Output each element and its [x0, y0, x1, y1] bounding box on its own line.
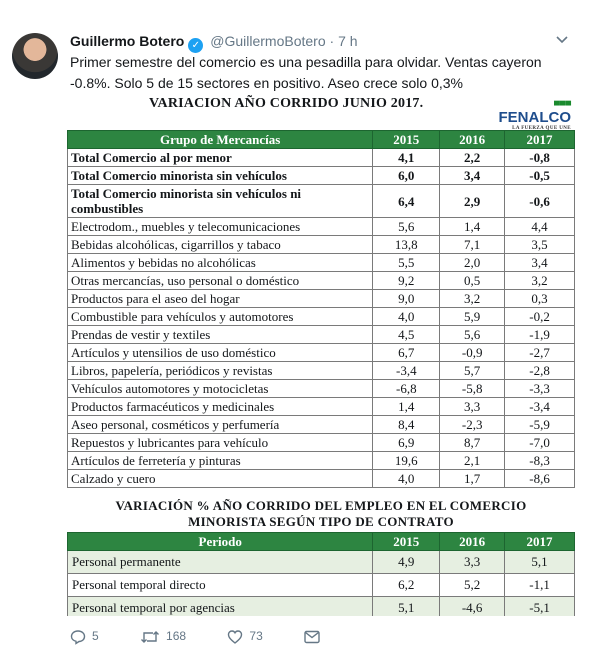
- row-value: -2,7: [505, 344, 575, 362]
- table-row: [68, 574, 575, 597]
- row-label: Personal temporal por agencias: [68, 597, 373, 617]
- row-value: 9,0: [373, 290, 440, 308]
- row-value: -0,6: [505, 185, 575, 218]
- row-value: 5,1: [505, 551, 575, 574]
- table2-title: [67, 488, 575, 530]
- row-value: 8,7: [440, 434, 505, 452]
- envelope-icon: [304, 630, 320, 644]
- author-handle[interactable]: @GuillermoBotero: [210, 33, 326, 49]
- row-label: Alimentos y bebidas no alcohólicas: [68, 254, 373, 272]
- fenalco-mark-icon: ▀▀▀: [553, 101, 571, 110]
- verified-badge-icon: ✓: [188, 38, 203, 53]
- row-value: 1,4: [373, 398, 440, 416]
- fenalco-brand: FENALCO: [498, 109, 571, 126]
- table-row: [68, 470, 575, 488]
- like-count: 73: [249, 629, 263, 644]
- row-value: 3,3: [440, 551, 505, 574]
- row-value: 5,2: [440, 574, 505, 597]
- row-value: 6,0: [373, 167, 440, 185]
- reply-icon: [70, 629, 86, 645]
- row-value: 5,5: [373, 254, 440, 272]
- row-value: -8,3: [505, 452, 575, 470]
- table-row: [68, 551, 575, 574]
- row-label: Vehículos automotores y motocicletas: [68, 380, 373, 398]
- table-row: [68, 185, 575, 218]
- row-value: -3,3: [505, 380, 575, 398]
- table-header-row: [68, 131, 575, 149]
- separator: ·: [329, 33, 335, 49]
- row-value: 1,4: [440, 218, 505, 236]
- row-value: -2,3: [440, 416, 505, 434]
- tweet-actions: [70, 629, 364, 645]
- table2-title-line2: MINORISTA SEGÚN TIPO DE CONTRATO: [188, 514, 454, 529]
- heart-icon: [227, 629, 243, 645]
- row-label: Electrodom., muebles y telecomunicaciones: [68, 218, 373, 236]
- row-value: -0,5: [505, 167, 575, 185]
- row-value: 3,5: [505, 236, 575, 254]
- row-value: 4,5: [373, 326, 440, 344]
- row-value: 9,2: [373, 272, 440, 290]
- row-label: Prendas de vestir y textiles: [68, 326, 373, 344]
- row-value: 4,1: [373, 149, 440, 167]
- table-row: [68, 344, 575, 362]
- row-value: 5,9: [440, 308, 505, 326]
- avatar[interactable]: [12, 33, 58, 79]
- row-label: Repuestos y lubricantes para vehículo: [68, 434, 373, 452]
- employment-section: [67, 488, 575, 616]
- retweet-count: 168: [166, 629, 187, 644]
- table-row: [68, 272, 575, 290]
- row-value: 3,2: [440, 290, 505, 308]
- direct-message-button[interactable]: [304, 630, 326, 645]
- table-row: [68, 254, 575, 272]
- table-row: [68, 362, 575, 380]
- row-label: Productos para el aseo del hogar: [68, 290, 373, 308]
- reply-button[interactable]: [70, 629, 99, 645]
- table2-title-line1: VARIACIÓN % AÑO CORRIDO DEL EMPLEO EN EL COMERCIO: [115, 498, 527, 513]
- row-value: 6,2: [373, 574, 440, 597]
- row-value: 5,7: [440, 362, 505, 380]
- tweet-header: [70, 33, 358, 53]
- chevron-down-icon[interactable]: [556, 33, 568, 47]
- table-row: [68, 167, 575, 185]
- row-value: 6,4: [373, 185, 440, 218]
- row-label: Productos farmacéuticos y medicinales: [68, 398, 373, 416]
- row-label: Artículos de ferretería y pinturas: [68, 452, 373, 470]
- tweet-time[interactable]: 7 h: [338, 33, 358, 49]
- retweet-button[interactable]: [140, 629, 186, 645]
- row-label: Total Comercio minorista sin vehículos ni combustibles: [68, 185, 373, 218]
- row-value: 6,9: [373, 434, 440, 452]
- row-value: -0,2: [505, 308, 575, 326]
- row-value: 1,7: [440, 470, 505, 488]
- table1-title: VARIACION AÑO CORRIDO JUNIO 2017.: [149, 96, 424, 111]
- row-value: -0,9: [440, 344, 505, 362]
- column-header: 2017: [505, 131, 575, 149]
- row-value: -8,6: [505, 470, 575, 488]
- row-value: -7,0: [505, 434, 575, 452]
- row-value: -3,4: [505, 398, 575, 416]
- row-value: 2,1: [440, 452, 505, 470]
- row-value: 5,6: [440, 326, 505, 344]
- author-name[interactable]: Guillermo Botero: [70, 33, 185, 49]
- row-value: 3,4: [505, 254, 575, 272]
- row-label: Total Comercio al por menor: [68, 149, 373, 167]
- row-label: Bebidas alcohólicas, cigarrillos y tabaco: [68, 236, 373, 254]
- table-row: [68, 290, 575, 308]
- row-value: -5,9: [505, 416, 575, 434]
- table-row: [68, 434, 575, 452]
- like-button[interactable]: [227, 629, 262, 645]
- row-value: 0,5: [440, 272, 505, 290]
- row-value: -5,8: [440, 380, 505, 398]
- row-label: Otras mercancías, uso personal o doméstico: [68, 272, 373, 290]
- column-header: 2015: [373, 533, 440, 551]
- row-value: 2,9: [440, 185, 505, 218]
- row-value: -4,6: [440, 597, 505, 617]
- row-label: Personal permanente: [68, 551, 373, 574]
- column-header: 2016: [440, 131, 505, 149]
- table-row: [68, 380, 575, 398]
- row-value: -0,8: [505, 149, 575, 167]
- tweet-text: Primer semestre del comercio es una pesadilla para olvidar. Ventas cayeron -0.8%. Solo 5 de 15 sectores en positivo. Aseo crece solo 0,3%: [70, 54, 542, 91]
- fenalco-logo: [499, 102, 572, 131]
- row-value: 4,4: [505, 218, 575, 236]
- table-row: [68, 218, 575, 236]
- column-header: Periodo: [68, 533, 373, 551]
- row-value: -3,4: [373, 362, 440, 380]
- row-value: 7,1: [440, 236, 505, 254]
- row-value: 6,7: [373, 344, 440, 362]
- column-header: 2016: [440, 533, 505, 551]
- row-value: 5,6: [373, 218, 440, 236]
- row-value: 0,3: [505, 290, 575, 308]
- row-value: -2,8: [505, 362, 575, 380]
- table-row: [68, 236, 575, 254]
- fenalco-slogan: LA FUERZA QUE UNE: [512, 126, 571, 131]
- employment-table: [67, 532, 575, 616]
- row-label: Total Comercio minorista sin vehículos: [68, 167, 373, 185]
- row-label: Libros, papelería, periódicos y revistas: [68, 362, 373, 380]
- row-value: -5,1: [505, 597, 575, 617]
- table-row: [68, 597, 575, 617]
- row-label: Calzado y cuero: [68, 470, 373, 488]
- row-value: 8,4: [373, 416, 440, 434]
- column-header: Grupo de Mercancías: [68, 131, 373, 149]
- row-value: 3,2: [505, 272, 575, 290]
- table-row: [68, 452, 575, 470]
- column-header: 2015: [373, 131, 440, 149]
- table1-header: [67, 96, 575, 131]
- row-value: 4,0: [373, 470, 440, 488]
- table-row: [68, 149, 575, 167]
- row-value: 13,8: [373, 236, 440, 254]
- column-header: 2017: [505, 533, 575, 551]
- row-label: Personal temporal directo: [68, 574, 373, 597]
- row-label: Combustible para vehículos y automotores: [68, 308, 373, 326]
- table-row: [68, 416, 575, 434]
- row-value: 2,0: [440, 254, 505, 272]
- sales-table: [67, 130, 575, 488]
- row-value: 4,0: [373, 308, 440, 326]
- row-value: -1,9: [505, 326, 575, 344]
- table-row: [68, 308, 575, 326]
- row-value: -1,1: [505, 574, 575, 597]
- reply-count: 5: [92, 629, 99, 644]
- row-value: 19,6: [373, 452, 440, 470]
- row-value: 4,9: [373, 551, 440, 574]
- row-value: 5,1: [373, 597, 440, 617]
- row-value: 2,2: [440, 149, 505, 167]
- row-label: Aseo personal, cosméticos y perfumería: [68, 416, 373, 434]
- row-value: 3,3: [440, 398, 505, 416]
- table-row: [68, 326, 575, 344]
- table-row: [68, 398, 575, 416]
- row-value: 3,4: [440, 167, 505, 185]
- table-header-row: [68, 533, 575, 551]
- retweet-icon: [140, 629, 160, 645]
- row-label: Artículos y utensilios de uso doméstico: [68, 344, 373, 362]
- row-value: -6,8: [373, 380, 440, 398]
